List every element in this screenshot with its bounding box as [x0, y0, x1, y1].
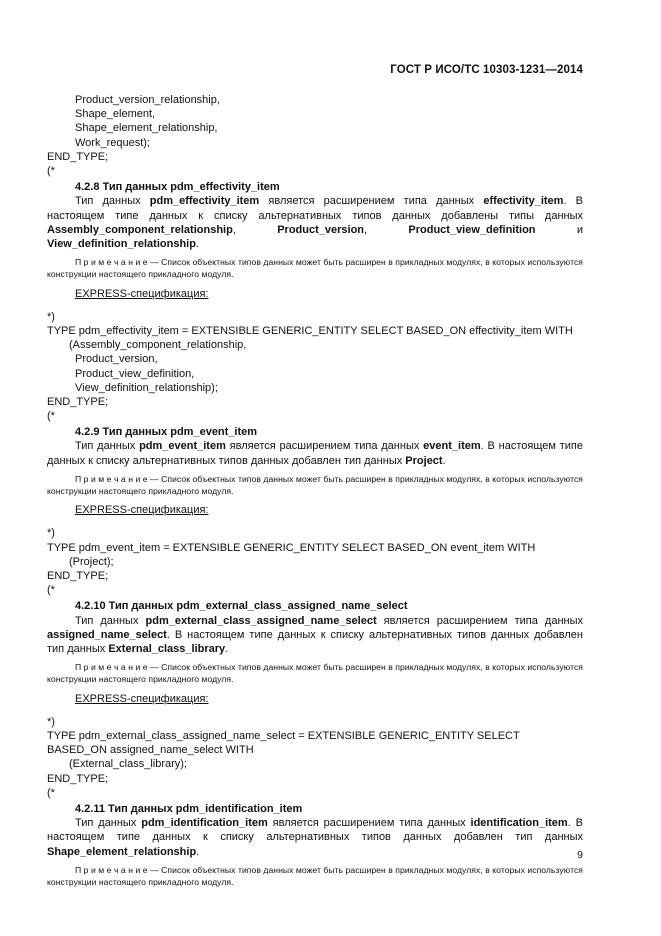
code-open: *)	[47, 527, 55, 540]
section-heading: 4.2.10 Тип данных pdm_external_class_assigned_name_select	[75, 600, 408, 613]
code-comment: (*	[47, 410, 55, 423]
page-number: 9	[577, 849, 583, 861]
code-line: Shape_element_relationship,	[75, 122, 218, 135]
section-paragraph: Тип данных pdm_external_class_assigned_name_select является расширением типа данных assigned_name_select. В настоящем типе данных к списку альтернативных типов данных добавлен тип данных External_class_library.	[47, 614, 583, 656]
code-comment: (*	[47, 164, 55, 177]
code-open: *)	[47, 310, 55, 323]
section-note: П р и м е ч а н и е — Список объектных типов данных может быть расширен в прикладных модулях, в которых используются конструкции настоящего прикладного модуля.	[47, 864, 584, 887]
code-end: END_TYPE;	[47, 570, 109, 583]
section-paragraph: Тип данных pdm_identification_item является расширением типа данных identification_item. В настоящем типе данных к списку альтернативных типов данных добавлен тип данных Shape_element_relationship.	[47, 817, 583, 858]
code-line: TYPE pdm_effectivity_item = EXTENSIBLE GENERIC_ENTITY SELECT BASED_ON effectivity_item WITH	[47, 324, 573, 337]
code-end: END_TYPE;	[47, 395, 109, 408]
code-line: (Assembly_component_relationship,	[69, 339, 247, 352]
code-line: Product_view_definition,	[75, 367, 195, 380]
section-heading: 4.2.9 Тип данных pdm_event_item	[75, 426, 258, 439]
express-spec-label: EXPRESS-спецификация:	[75, 287, 209, 300]
section-heading: 4.2.11 Тип данных pdm_identification_item	[75, 802, 303, 815]
express-spec-label: EXPRESS-спецификация:	[75, 504, 209, 517]
code-comment: (*	[47, 584, 55, 597]
code-line: View_definition_relationship);	[75, 381, 218, 394]
code-line: BASED_ON assigned_name_select WITH	[47, 744, 254, 757]
code-line: (External_class_library);	[69, 758, 187, 771]
code-line: (Project);	[69, 555, 114, 568]
code-comment: (*	[47, 786, 55, 799]
code-end: END_TYPE;	[47, 150, 109, 163]
code-end: END_TYPE;	[47, 772, 109, 785]
document-header: ГОСТ Р ИСО/ТС 10303-1231—2014	[390, 64, 583, 76]
express-spec-label: EXPRESS-спецификация:	[75, 692, 209, 705]
code-open: *)	[47, 715, 55, 728]
section-paragraph: Тип данных pdm_event_item является расширением типа данных event_item. В настоящем типе данных к списку альтернативных типов данных добавлен тип данных Project.	[47, 440, 584, 467]
code-line: Product_version_relationship,	[75, 94, 220, 106]
code-line: Shape_element,	[75, 108, 156, 121]
code-line: Work_request);	[75, 136, 150, 149]
code-line: Product_version,	[75, 353, 158, 366]
code-line: TYPE pdm_external_class_assigned_name_select = EXTENSIBLE GENERIC_ENTITY SELECT	[47, 730, 520, 743]
section-heading: 4.2.8 Тип данных pdm_effectivity_item	[75, 181, 280, 194]
section-note: П р и м е ч а н и е — Список объектных типов данных может быть расширен в прикладных модулях, в которых используются конструкции настоящего прикладного модуля.	[47, 662, 584, 685]
code-line: TYPE pdm_event_item = EXTENSIBLE GENERIC_ENTITY SELECT BASED_ON event_item WITH	[47, 541, 536, 554]
section-paragraph: Тип данных pdm_effectivity_item является расширением типа данных effectivity_item. В настоящем типе данных к списку альтернативных типов данных добавлены типы данных Assembly_component_relationship, Product_version, Product_view_definition и View_definition_relationship.	[47, 195, 584, 250]
section-note: П р и м е ч а н и е — Список объектных типов данных может быть расширен в прикладных модулях, в которых используются конструкции настоящего прикладного модуля.	[47, 257, 584, 280]
section-note: П р и м е ч а н и е — Список объектных типов данных может быть расширен в прикладных модулях, в которых используются конструкции настоящего прикладного модуля.	[47, 473, 584, 497]
page-content	[47, 93, 583, 894]
